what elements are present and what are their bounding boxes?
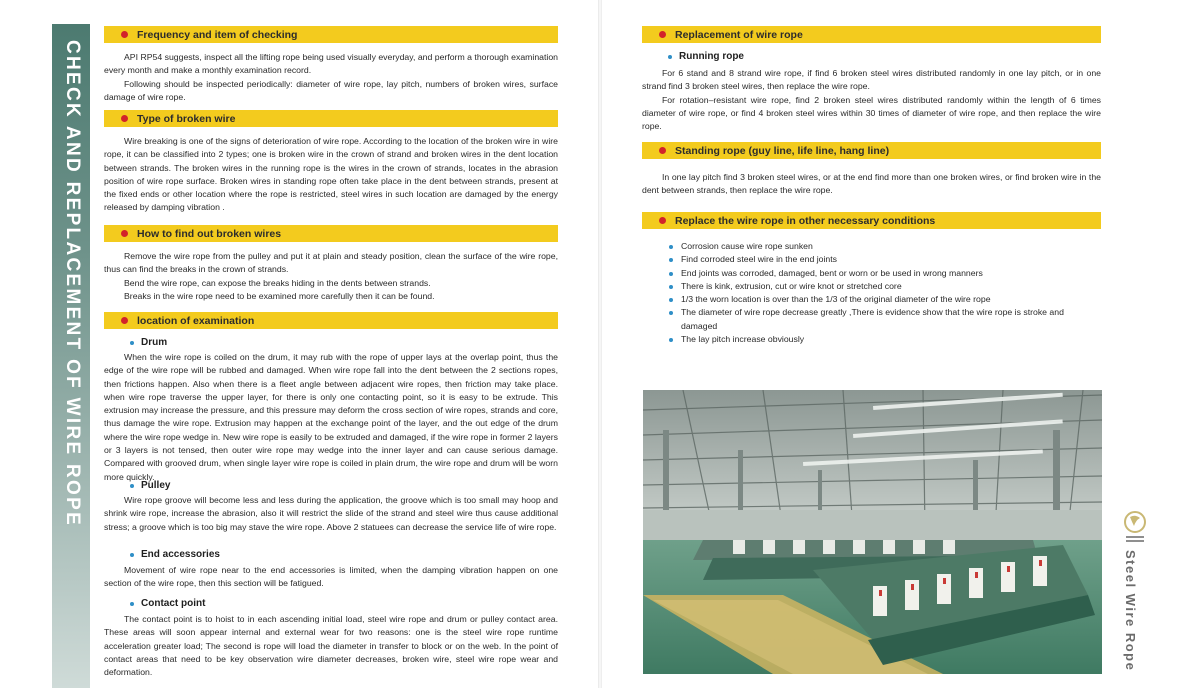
- header-bullet-icon: [121, 317, 128, 324]
- paragraph: Bend the wire rope, can expose the breaks hiding in the dents between strands.: [124, 277, 431, 288]
- header-bullet-icon: [121, 115, 128, 122]
- bullet-icon: [668, 55, 672, 59]
- list-item: End joints was corroded, damaged, bent or worn or be used in wrong manners: [667, 267, 1101, 280]
- paragraph: The contact point is to hoist to in each ascending initial load, steel wire rope and drum or pulley contact area. These areas will soon appear internal and external wear for two reasons: one is the steel wire rope runtime acceleration greater load; The second is rope will load the diameter in transfer to block or on the web. In the point of contact areas that need to be key observation wire diameter decreases, broken wire, steel wire rope wear and deformation.: [104, 614, 558, 678]
- header-bullet-icon: [659, 147, 666, 154]
- subheading-running-rope: [668, 51, 744, 62]
- list-item: Corrosion cause wire rope sunken: [667, 240, 1101, 253]
- running-rope-text: [642, 67, 1101, 133]
- side-banner-title: CHECK AND REPLACEMENT OF WIRE ROPE: [62, 40, 83, 528]
- page-gutter: [598, 0, 602, 688]
- pulley-text: [104, 494, 558, 534]
- header-bullet-icon: [121, 31, 128, 38]
- section-header-replacement: [642, 26, 1101, 43]
- section-header-find: [104, 225, 558, 242]
- section-header-standing: [642, 142, 1101, 159]
- brand-logo: [1120, 510, 1150, 546]
- subheading-text: Running rope: [679, 51, 744, 62]
- section-title: Type of broken wire: [137, 112, 236, 125]
- header-bullet-icon: [659, 217, 666, 224]
- bullet-icon: [130, 484, 134, 488]
- list-item: 1/3 the worn location is over than the 1/3 of the original diameter of the wire rope: [667, 293, 1101, 306]
- conditions-list: [667, 240, 1101, 346]
- section-header-type: [104, 110, 558, 127]
- list-item: There is kink, extrusion, cut or wire knot or stretched core: [667, 280, 1101, 293]
- bullet-icon: [130, 553, 134, 557]
- subheading-text: End accessories: [141, 549, 220, 560]
- contact-point-text: [104, 613, 558, 679]
- list-item: The diameter of wire rope decrease greatly ,There is evidence show that the wire rope is stroke and damaged: [667, 306, 1101, 333]
- section-title: Replacement of wire rope: [675, 28, 803, 41]
- section-header-other-conditions: [642, 212, 1101, 229]
- subheading-contact-point: [130, 598, 205, 609]
- header-bullet-icon: [121, 230, 128, 237]
- brand-logo-icon: [1120, 510, 1150, 546]
- frequency-text: [104, 51, 558, 104]
- paragraph: Following should be inspected periodically: diameter of wire rope, lay pitch, numbers of broken wires, surface damage of wire rope.: [104, 78, 558, 102]
- paragraph: Wire breaking is one of the signs of deterioration of wire rope. According to the location of the broken wire in wire rope, it can be classified into 2 types; one is broken wire in the crown of strand and broken wires in the dent location between strands. The broken wires in the running rope is the wires in the crown of strands, locates in the abrasion position of wire rope surface. Broken wires in standing rope often take place in the dent between strands, present at the fixed ends or other location where the rope is restricted, steel wires in such location are damaged by the energy released by damping vibration .: [104, 136, 558, 213]
- bullet-icon: [130, 602, 134, 606]
- subheading-end-accessories: [130, 549, 220, 560]
- factory-illustration: [643, 390, 1102, 674]
- paragraph: Movement of wire rope near to the end accessories is limited, when the damping vibration happen on one section of the wire rope, then this section will be fatigued.: [104, 565, 558, 589]
- paragraph: In one lay pitch find 3 broken steel wires, or at the end find more than one broken wires, or find broken wire in the dent between strands, then replace the wire rope.: [642, 172, 1101, 196]
- section-header-location: [104, 312, 558, 329]
- section-title: Standing rope (guy line, life line, hang line): [675, 144, 890, 157]
- list-item: The lay pitch increase obviously: [667, 333, 1101, 346]
- type-text: [104, 135, 558, 215]
- paragraph: Wire rope groove will become less and less during the application, the groove which is too small may hoop and shrink wire rope, increase the abrasion, also it will restrict the slide of the strand and steel wire thus cause additional stress; a groove which is too big may stave the wire rope. Above 2 statuees can decrease the service life of wire rope.: [104, 495, 558, 532]
- subheading-text: Pulley: [141, 480, 171, 491]
- paragraph: API RP54 suggests, inspect all the lifting rope being used visually everyday, and perform a thorough examination every month and make a monthly examination record.: [104, 52, 558, 76]
- paragraph: For 6 stand and 8 strand wire rope, if find 6 broken steel wires distributed randomly in one lay pitch, or in one strand find 3 broken steel wires, then replace the wire rope.: [642, 68, 1101, 92]
- subheading-text: Drum: [141, 337, 168, 348]
- subheading-text: Contact point: [141, 598, 206, 609]
- subheading-drum: [130, 337, 167, 348]
- section-header-frequency: [104, 26, 558, 43]
- standing-rope-text: [642, 171, 1101, 198]
- paragraph: Breaks in the wire rope need to be examined more carefully then it can be found.: [124, 290, 435, 301]
- factory-photo: [643, 390, 1102, 674]
- section-title: Replace the wire rope in other necessary conditions: [675, 214, 936, 227]
- subheading-pulley: [130, 480, 170, 491]
- end-accessories-text: [104, 564, 558, 591]
- bullet-icon: [130, 341, 134, 345]
- section-title: How to find out broken wires: [137, 227, 282, 240]
- drum-text: [104, 351, 558, 484]
- paragraph: When the wire rope is coiled on the drum, it may rub with the rope of upper lays at the overlap point, thus the edge of the wire rope will be rubbed and damaged. When wire rope fall into the dent between the 2 sections ropes, then frictions happen. Also when there is a fleet angle between adjacent wire ropes, then friction may take place. when wire rope traverse the upper layer, for there is only one contacting point, so it is easy to be extrude. This extrusion may increase the pressure, and this pressure may deform the cross section of wire ropes, strands and core, thus damage the wire rope. Extrusion may happen at the exchange point of the layer, and the out edge of the drum where the wire rope wedge in. New wire rope is easily to be extruded and damaged, if the wire rope in former 2 layers or 3 layers is not tensed, then outer wire rope may wedge into the inner layer and can cause serious damage. Compared with grooved drum, when single layer wire rope is coiled in plain drum, the wire rope and drum will be worn more quickly.: [104, 352, 558, 482]
- header-bullet-icon: [659, 31, 666, 38]
- find-text: [104, 250, 558, 303]
- section-title: location of examination: [137, 314, 255, 327]
- paragraph: Remove the wire rope from the pulley and put it at plain and steady position, clean the surface of the wire rope, thus can find the breaks in the crown of strands.: [104, 251, 558, 275]
- brand-name: Steel Wire Rope: [1123, 550, 1138, 672]
- paragraph: For rotation–resistant wire rope, find 2 broken steel wires distributed randomly within the length of 6 times diameter of wire rope, or find 4 broken steel wires within 30 times of diameter of wire rope, and then replace the wire rope.: [642, 94, 1101, 132]
- section-title: Frequency and item of checking: [137, 28, 298, 41]
- list-item: Find corroded steel wire in the end joints: [667, 253, 1101, 266]
